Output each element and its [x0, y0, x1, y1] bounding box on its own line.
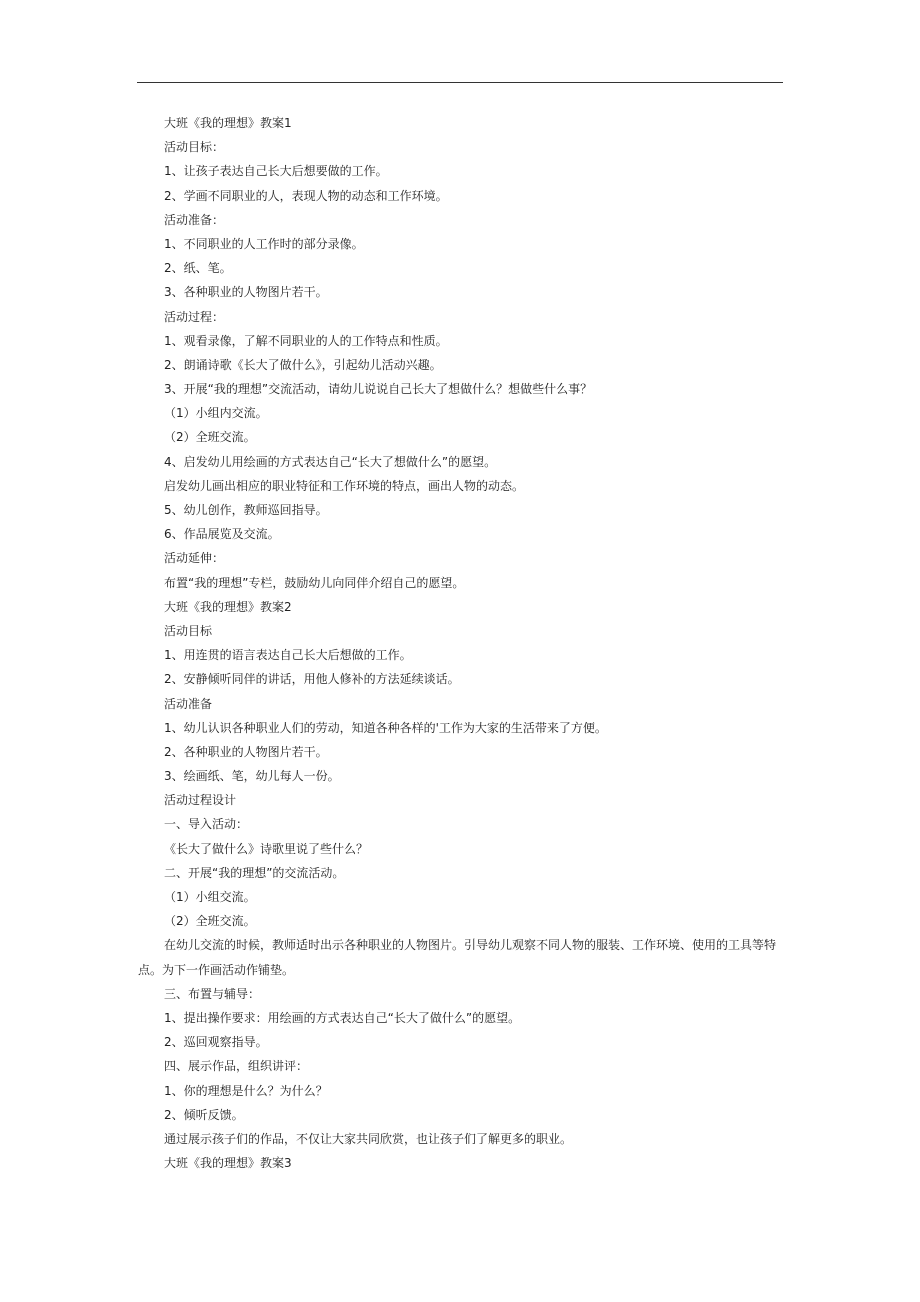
text-line: 3、绘画纸、笔，幼儿每人一份。 — [164, 769, 340, 784]
heading-line: 活动目标： — [164, 140, 225, 155]
text-line: 1、提出操作要求：用绘画的方式表达自己“长大了做什么”的愿望。 — [164, 1010, 521, 1025]
text-line: 2、安静倾听同伴的讲话，用他人修补的方法延续谈话。 — [164, 672, 460, 687]
text-line: 1、让孩子表达自己长大后想要做的工作。 — [164, 164, 388, 179]
heading-line: 活动目标 — [164, 623, 213, 638]
text-line: （1）小组内交流。 — [164, 406, 268, 421]
text-line: 4、启发幼儿用绘画的方式表达自己“长大了想做什么”的愿望。 — [164, 454, 497, 469]
heading-line: 活动准备： — [164, 212, 225, 227]
text-line: 启发幼儿画出相应的职业特征和工作环境的特点，画出人物的动态。 — [164, 478, 525, 493]
text-line: 1、你的理想是什么？为什么？ — [164, 1083, 328, 1098]
text-line: 1、幼儿认识各种职业人们的劳动，知道各种各样的'工作为大家的生活带来了方便。 — [164, 720, 607, 735]
text-line: 2、倾听反馈。 — [164, 1107, 244, 1122]
text-line: 5、幼儿创作，教师巡回指导。 — [164, 503, 328, 517]
text-line: （2）全班交流。 — [164, 430, 256, 445]
text-line: 2、纸、笔。 — [164, 261, 232, 276]
header-rule — [137, 82, 783, 83]
text-line: 3、各种职业的人物图片若干。 — [164, 285, 328, 300]
text-line: 2、巡回观察指导。 — [164, 1035, 268, 1050]
text-line: 三、布置与辅导： — [164, 986, 261, 1001]
heading-line: 活动延伸： — [164, 551, 225, 566]
text-line: 1、用连贯的语言表达自己长大后想做的工作。 — [164, 648, 412, 663]
text-line: 1、观看录像，了解不同职业的人的工作特点和性质。 — [164, 333, 448, 348]
section-title: 大班《我的理想》教案3 — [164, 1156, 292, 1171]
text-line: （2）全班交流。 — [164, 914, 256, 929]
text-line: 一、导入活动： — [164, 817, 249, 832]
heading-line: 活动准备 — [164, 696, 213, 711]
text-line: 1、不同职业的人工作时的部分录像。 — [164, 236, 364, 251]
heading-line: 活动过程设计 — [164, 793, 237, 808]
text-line: 布置“我的理想”专栏，鼓励幼儿向同伴介绍自己的愿望。 — [164, 575, 465, 590]
text-line: 3、开展“我的理想”交流活动，请幼儿说说自己长大了想做什么？想做些什么事？ — [164, 382, 593, 397]
text-line: 2、各种职业的人物图片若干。 — [164, 744, 328, 759]
text-line: 四、展示作品，组织讲评： — [164, 1059, 309, 1074]
paragraph: 在幼儿交流的时候，教师适时出示各种职业的人物图片。引导幼儿观察不同人物的服装、工作环境、使用的工具等特点。为下一作画活动作铺垫。 — [138, 938, 777, 977]
heading-line: 活动过程： — [164, 309, 225, 324]
text-line: 2、朗诵诗歌《长大了做什么》，引起幼儿活动兴趣。 — [164, 357, 442, 372]
section-title: 大班《我的理想》教案2 — [164, 599, 292, 614]
text-line: 二、开展“我的理想”的交流活动。 — [164, 865, 345, 880]
text-line: 6、作品展览及交流。 — [164, 527, 280, 542]
text-line: 2、学画不同职业的人，表现人物的动态和工作环境。 — [164, 188, 448, 203]
section-title: 大班《我的理想》教案1 — [164, 116, 292, 130]
text-line: 《长大了做什么》诗歌里说了些什么？ — [164, 841, 369, 856]
text-line: （1）小组交流。 — [164, 890, 256, 904]
document-body — [138, 111, 784, 1175]
text-line: 通过展示孩子们的作品，不仅让大家共同欣赏，也让孩子们了解更多的职业。 — [164, 1131, 573, 1146]
